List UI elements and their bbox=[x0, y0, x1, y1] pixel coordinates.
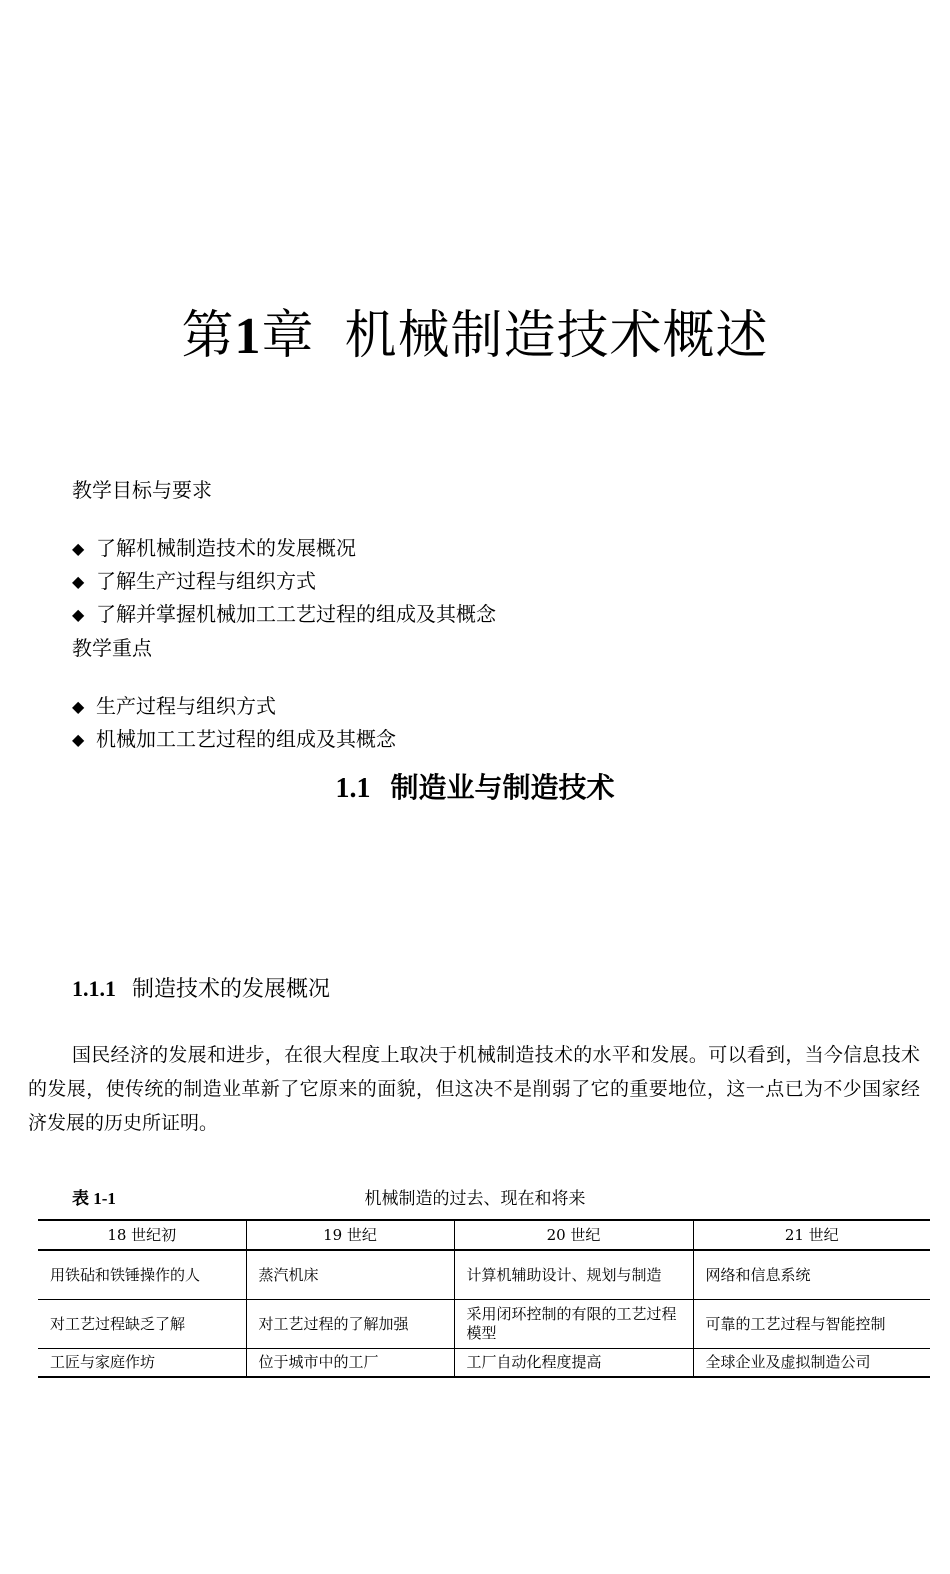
table-cell: 采用闭环控制的有限的工艺过程模型 bbox=[454, 1300, 693, 1349]
column-header: 20 世纪 bbox=[454, 1220, 693, 1250]
table-row bbox=[38, 1250, 930, 1300]
chapter-number: 1 bbox=[234, 308, 262, 365]
table-cell: 计算机辅助设计、规划与制造 bbox=[454, 1250, 693, 1300]
chapter-name: 机械制造技术概述 bbox=[344, 306, 769, 366]
key-points-list bbox=[72, 690, 396, 756]
table-cell: 蒸汽机床 bbox=[246, 1250, 454, 1300]
column-header: 21 世纪 bbox=[693, 1220, 930, 1250]
list-item bbox=[72, 690, 396, 723]
list-item-text: 机械加工工艺过程的组成及其概念 bbox=[96, 727, 396, 751]
table-cell: 全球企业及虚拟制造公司 bbox=[693, 1349, 930, 1378]
list-item-text: 了解机械制造技术的发展概况 bbox=[96, 536, 356, 560]
table-cell: 位于城市中的工厂 bbox=[246, 1349, 454, 1378]
table-header-row bbox=[38, 1220, 930, 1250]
chapter-prefix: 第 bbox=[181, 306, 235, 366]
chapter-suffix: 章 bbox=[261, 306, 315, 366]
list-item bbox=[72, 598, 496, 631]
list-item bbox=[72, 723, 396, 756]
table-row bbox=[38, 1300, 930, 1349]
diamond-bullet-icon: ◆ bbox=[72, 539, 85, 558]
section-number: 1.1 bbox=[335, 773, 371, 804]
section-title bbox=[0, 766, 950, 811]
list-item bbox=[72, 532, 496, 565]
list-item-text: 了解生产过程与组织方式 bbox=[96, 569, 316, 593]
column-header: 18 世纪初 bbox=[38, 1220, 246, 1250]
table-cell: 工厂自动化程度提高 bbox=[454, 1349, 693, 1378]
column-header: 19 世纪 bbox=[246, 1220, 454, 1250]
table-cell: 对工艺过程缺乏了解 bbox=[38, 1300, 246, 1349]
subsection-title bbox=[72, 973, 330, 1006]
table-cell: 工匠与家庭作坊 bbox=[38, 1349, 246, 1378]
diamond-bullet-icon: ◆ bbox=[72, 730, 85, 749]
body-paragraph: 国民经济的发展和进步，在很大程度上取决于机械制造技术的水平和发展。可以看到，当今信息技术的发展，使传统的制造业革新了它原来的面貌，但这决不是削弱了它的重要地位，这一点已为不少国家经济发展的历史所证明。 bbox=[28, 1044, 920, 1134]
table-cell: 用铁砧和铁锤操作的人 bbox=[38, 1250, 246, 1300]
table-row bbox=[38, 1349, 930, 1378]
subsection-number: 1.1.1 bbox=[72, 976, 116, 1001]
section-name: 制造业与制造技术 bbox=[390, 771, 615, 804]
table-label: 表 1-1 bbox=[72, 1189, 116, 1208]
history-table bbox=[38, 1219, 930, 1378]
chapter-title bbox=[0, 300, 950, 373]
diamond-bullet-icon: ◆ bbox=[72, 605, 85, 624]
subsection-name: 制造技术的发展概况 bbox=[132, 977, 331, 1002]
objectives-heading: 教学目标与要求 bbox=[72, 478, 212, 502]
table-caption: 机械制造的过去、现在和将来 bbox=[364, 1189, 586, 1209]
table-cell: 网络和信息系统 bbox=[693, 1250, 930, 1300]
objectives-list bbox=[72, 532, 496, 631]
list-item-text: 生产过程与组织方式 bbox=[96, 694, 276, 718]
diamond-bullet-icon: ◆ bbox=[72, 697, 85, 716]
table-cell: 对工艺过程的了解加强 bbox=[246, 1300, 454, 1349]
diamond-bullet-icon: ◆ bbox=[72, 572, 85, 591]
list-item bbox=[72, 565, 496, 598]
key-points-heading: 教学重点 bbox=[72, 636, 152, 660]
table-cell: 可靠的工艺过程与智能控制 bbox=[693, 1300, 930, 1349]
list-item-text: 了解并掌握机械加工工艺过程的组成及其概念 bbox=[96, 602, 496, 626]
